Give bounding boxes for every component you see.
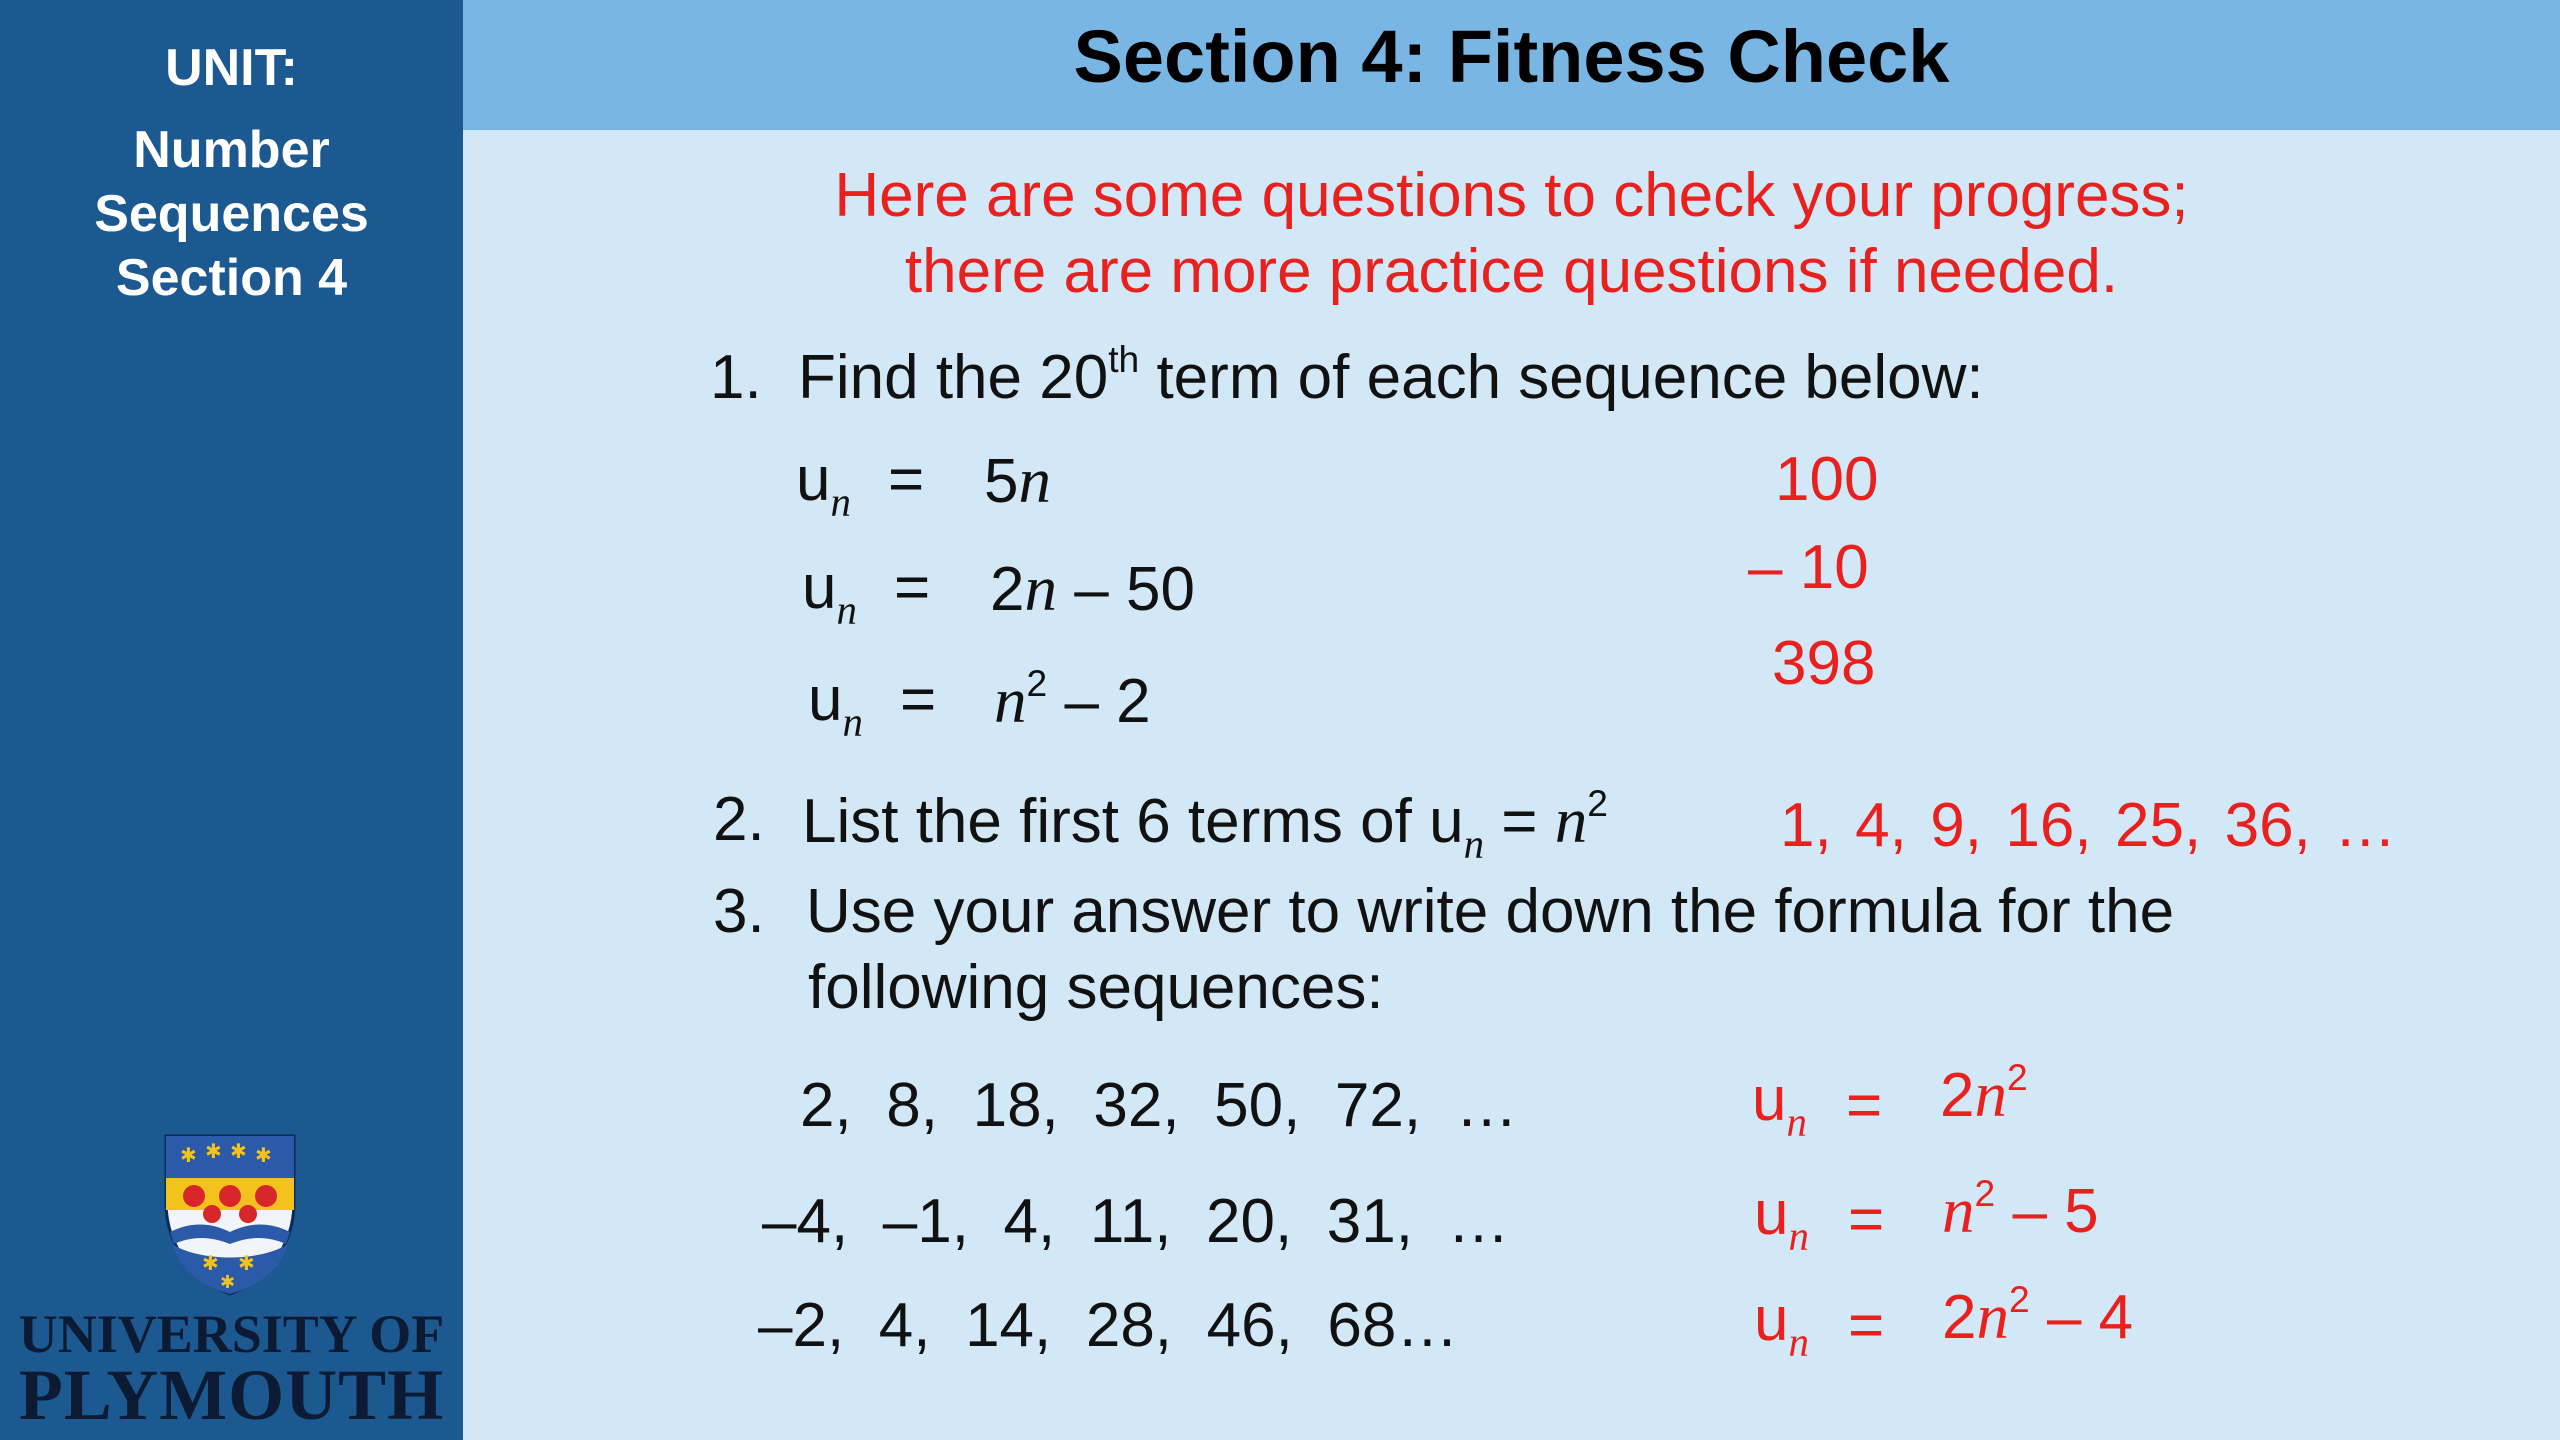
formula-1-equals: =	[1846, 1071, 1883, 1140]
question-3-line-2: following sequences:	[808, 953, 1384, 1022]
question-3-line-1: Use your answer to write down the formula for the	[806, 877, 2175, 946]
formula-coef: 2	[1940, 1061, 1975, 1130]
formula-lhs: u	[1754, 1285, 1789, 1354]
equation-3-equals: =	[900, 665, 937, 734]
question-1-text	[798, 337, 1984, 413]
equation-2-equals: =	[894, 553, 931, 622]
formula-var: n	[1976, 1281, 2010, 1353]
svg-text:✱: ✱	[220, 1272, 236, 1293]
equation-lhs: u	[802, 553, 837, 622]
page-title: Section 4: Fitness Check	[1073, 15, 1950, 98]
formula-subscript: n	[1788, 1213, 1809, 1259]
equation-2-rhs	[990, 552, 1195, 627]
equation-1-equals: =	[888, 445, 925, 514]
formula-tail: – 5	[1995, 1177, 2099, 1246]
question-3-number: 3.	[713, 877, 765, 946]
answer-2: 1, 4, 9, 16, 25, 36, …	[1780, 791, 2397, 860]
question-1-text-a: Find the 20	[798, 343, 1109, 412]
question-2-equals: =	[1484, 787, 1555, 856]
formula-tail: – 4	[2029, 1283, 2134, 1352]
equation-1	[796, 444, 851, 526]
logo-text-line-1: UNIVERSITY OF	[18, 1304, 445, 1364]
svg-text:✱: ✱	[205, 1139, 222, 1163]
formula-sup: 2	[1974, 1171, 1996, 1214]
formula-lhs: u	[1752, 1065, 1787, 1134]
formula-sup: 2	[2009, 1277, 2030, 1320]
question-2-number: 2.	[713, 785, 765, 854]
rhs-coef: 2	[990, 555, 1025, 624]
sequence-2: –4, –1, 4, 11, 20, 31, …	[762, 1187, 1510, 1256]
formula-3-equals: =	[1848, 1291, 1885, 1360]
question-1-text-b: term of each sequence below:	[1139, 343, 1984, 412]
unit-name-line-3: Section 4	[115, 249, 348, 307]
university-crest-icon	[160, 1132, 300, 1298]
answer-1a: 100	[1775, 445, 1879, 514]
unit-name	[0, 118, 463, 310]
equation-lhs: u	[796, 445, 831, 514]
intro-line-1: Here are some questions to check your progress;	[834, 161, 2189, 230]
equation-subscript: n	[830, 479, 851, 525]
rhs-tail: – 2	[1047, 667, 1151, 736]
sequence-1: 2, 8, 18, 32, 50, 72, …	[800, 1071, 1518, 1140]
question-2-sup: 2	[1587, 781, 1608, 824]
formula-3-rhs	[1942, 1277, 2134, 1355]
formula-var: n	[1942, 1175, 1975, 1247]
equation-lhs: u	[808, 665, 843, 734]
formula-sup: 2	[2007, 1055, 2028, 1098]
formula-coef: 2	[1942, 1283, 1977, 1352]
formula-3	[1754, 1284, 1809, 1366]
question-1-superscript: th	[1108, 337, 1140, 380]
formula-1	[1752, 1064, 1807, 1146]
rhs-tail: – 50	[1057, 555, 1195, 624]
svg-text:✱: ✱	[230, 1139, 247, 1163]
svg-text:✱: ✱	[238, 1251, 255, 1275]
rhs-var: n	[1024, 553, 1058, 625]
sidebar	[0, 0, 463, 1440]
equation-subscript: n	[836, 587, 857, 633]
formula-lhs: u	[1754, 1179, 1789, 1248]
equation-subscript: n	[842, 699, 863, 745]
answer-1c: 398	[1772, 629, 1876, 698]
svg-text:✱: ✱	[202, 1251, 219, 1275]
question-2-subscript: n	[1463, 821, 1485, 867]
rhs-var: n	[994, 665, 1027, 737]
formula-2	[1754, 1178, 1809, 1260]
rhs-sup: 2	[1026, 661, 1048, 704]
equation-2	[802, 552, 857, 634]
unit-name-line-1: Number	[133, 121, 330, 179]
unit-name-line-2: Sequences	[94, 185, 369, 243]
rhs-var: n	[1018, 445, 1052, 517]
question-2-text-a: List the first 6 terms of u	[802, 787, 1464, 856]
svg-text:✱: ✱	[180, 1143, 197, 1167]
formula-subscript: n	[1786, 1099, 1807, 1145]
formula-1-rhs	[1940, 1055, 2028, 1133]
formula-2-rhs	[1942, 1171, 2099, 1249]
unit-label: UNIT:	[165, 39, 298, 97]
question-1-number: 1.	[710, 343, 762, 412]
logo-text-line-2: PLYMOUTH	[18, 1355, 445, 1435]
equation-3	[808, 664, 863, 746]
intro-line-2: there are more practice questions if needed.	[904, 237, 2119, 306]
equation-1-rhs	[984, 444, 1051, 519]
formula-2-equals: =	[1848, 1185, 1885, 1254]
formula-var: n	[1974, 1059, 2008, 1131]
rhs-coef: 5	[984, 447, 1019, 516]
svg-text:✱: ✱	[255, 1143, 272, 1167]
equation-3-rhs	[994, 661, 1151, 739]
sequence-3: –2, 4, 14, 28, 46, 68…	[758, 1291, 1459, 1360]
header-bar	[463, 0, 2560, 130]
question-2-text	[802, 781, 1608, 868]
formula-subscript: n	[1788, 1319, 1809, 1365]
answer-1b: – 10	[1748, 533, 1869, 602]
question-2-var: n	[1554, 785, 1588, 857]
